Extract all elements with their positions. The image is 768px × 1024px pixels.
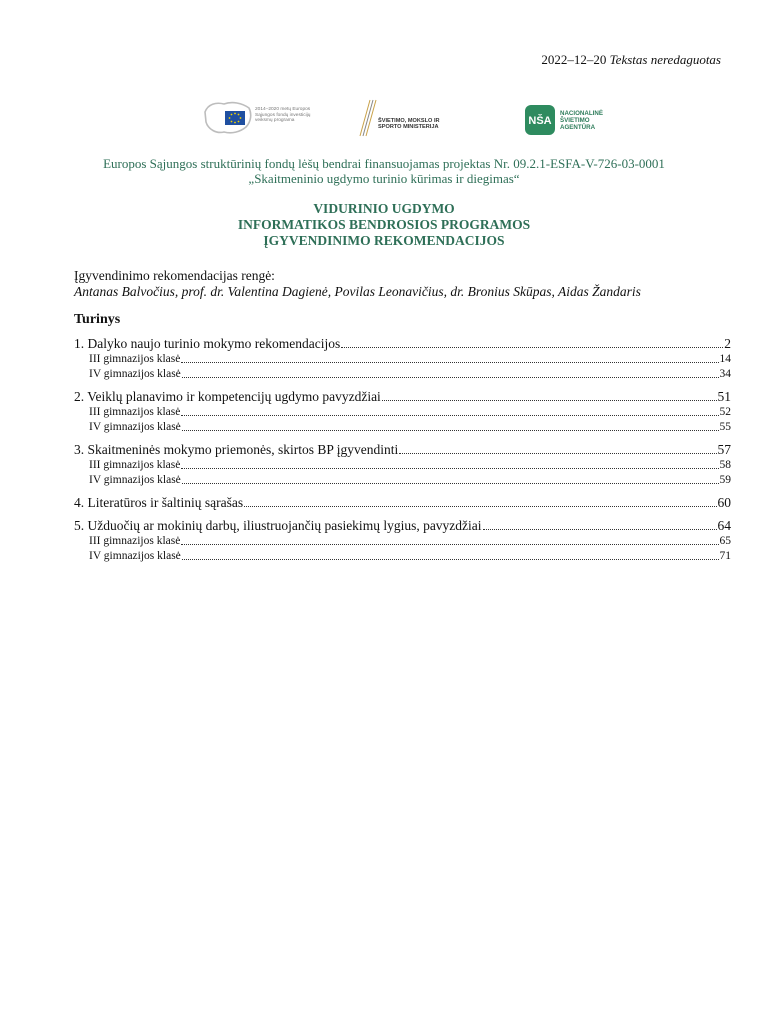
toc-section bbox=[74, 389, 731, 435]
ministry-logo bbox=[356, 98, 456, 138]
toc-heading: Turinys bbox=[74, 312, 121, 327]
toc-subentry-title: III gimnazijos klasė bbox=[89, 459, 181, 471]
toc-leader-dots bbox=[181, 415, 718, 416]
toc-leader-dots bbox=[182, 377, 719, 378]
nsa-logo bbox=[524, 98, 624, 138]
toc-entry-title: 4. Literatūros ir šaltinių sąrašas bbox=[74, 495, 244, 510]
title-line-2: INFORMATIKOS BENDROSIOS PROGRAMOS bbox=[237, 217, 531, 232]
toc-subentry-page: 34 bbox=[719, 368, 731, 380]
toc-subentry-page: 52 bbox=[719, 406, 731, 418]
toc-entry[interactable] bbox=[74, 518, 731, 534]
toc-subentry-page: 71 bbox=[719, 550, 731, 562]
nsa-badge-icon bbox=[524, 104, 556, 136]
ministry-stripes-icon bbox=[356, 98, 378, 138]
toc-section bbox=[74, 336, 731, 382]
toc-section bbox=[74, 518, 731, 564]
logo-strip bbox=[0, 98, 768, 138]
toc-entry-title: 5. Užduočių ar mokinių darbų, iliustruojančių pasiekimų lygius, pavyzdžiai bbox=[74, 518, 482, 533]
toc-subentry-page: 14 bbox=[719, 353, 731, 365]
toc-leader-dots bbox=[182, 430, 719, 431]
toc-leader-dots bbox=[181, 362, 718, 363]
authors-names: Antanas Balvočius, prof. dr. Valentina Dagienė, Povilas Leonavičius, dr. Bronius Skūpas, Aidas Žandaris bbox=[74, 284, 641, 299]
title-line-3: ĮGYVENDINIMO REKOMENDACIJOS bbox=[263, 233, 505, 248]
eu-funds-text: 2014–2020 metų Europos Sąjungos fondų investicijų veiksmų programa bbox=[255, 107, 311, 124]
toc-subentry-title: III gimnazijos klasė bbox=[89, 535, 181, 547]
toc-subentry-title: III gimnazijos klasė bbox=[89, 406, 181, 418]
toc-leader-dots bbox=[483, 529, 717, 530]
toc-entry-title: 2. Veiklų planavimo ir kompetencijų ugdymo pavyzdžiai bbox=[74, 389, 381, 404]
toc-leader-dots bbox=[382, 400, 717, 401]
toc-entry-page: 64 bbox=[717, 518, 731, 533]
toc-subentry-title: IV gimnazijos klasė bbox=[89, 550, 181, 562]
nsa-text: NACIONALINĖ ŠVIETIMO AGENTŪRA bbox=[560, 110, 603, 131]
authors-block bbox=[74, 268, 641, 300]
toc-entry-page: 60 bbox=[717, 495, 731, 510]
ministry-text: ŠVIETIMO, MOKSLO IR SPORTO MINISTERIJA bbox=[378, 118, 440, 131]
toc-subentry[interactable] bbox=[74, 367, 731, 382]
toc-subentry-page: 65 bbox=[719, 535, 731, 547]
header-date: 2022–12–20 bbox=[541, 52, 607, 67]
toc-leader-dots bbox=[181, 544, 718, 545]
nsa-mark: NŠA bbox=[528, 115, 552, 127]
toc-leader-dots bbox=[182, 483, 719, 484]
toc-entry[interactable] bbox=[74, 336, 731, 352]
toc-subentry[interactable] bbox=[74, 420, 731, 435]
toc-entry[interactable] bbox=[74, 442, 731, 458]
toc-subentry-title: IV gimnazijos klasė bbox=[89, 368, 181, 380]
toc-section bbox=[74, 442, 731, 488]
toc-leader-dots bbox=[181, 468, 718, 469]
toc-entry-page: 57 bbox=[717, 442, 731, 457]
toc-leader-dots bbox=[399, 453, 716, 454]
toc-entry-title: 1. Dalyko naujo turinio mokymo rekomendacijos bbox=[74, 336, 341, 351]
toc-subentry-title: IV gimnazijos klasė bbox=[89, 421, 181, 433]
toc-subentry[interactable] bbox=[74, 405, 731, 420]
toc-entry[interactable] bbox=[74, 389, 731, 405]
header-date-status bbox=[541, 52, 721, 68]
toc-entry[interactable] bbox=[74, 495, 731, 511]
toc-entry-title: 3. Skaitmeninės mokymo priemonės, skirtos BP įgyvendinti bbox=[74, 442, 399, 457]
toc-subentry-page: 59 bbox=[719, 474, 731, 486]
toc-subentry-title: IV gimnazijos klasė bbox=[89, 474, 181, 486]
toc-subentry[interactable] bbox=[74, 534, 731, 549]
lithuania-map-icon bbox=[202, 98, 254, 138]
project-info bbox=[0, 156, 768, 186]
header-status: Tekstas neredaguotas bbox=[609, 52, 721, 67]
document-title bbox=[0, 201, 768, 249]
toc-section bbox=[74, 495, 731, 511]
toc-entry-page: 2 bbox=[724, 336, 731, 351]
table-of-contents bbox=[74, 336, 731, 571]
toc-leader-dots bbox=[244, 506, 716, 507]
toc-subentry[interactable] bbox=[74, 549, 731, 564]
toc-subentry[interactable] bbox=[74, 473, 731, 488]
toc-subentry-page: 55 bbox=[719, 421, 731, 433]
project-line-1: Europos Sąjungos struktūrinių fondų lėšų bendrai finansuojamas projektas Nr. 09.2.1-ESFA-V-726-03-0001 bbox=[103, 156, 665, 171]
toc-leader-dots bbox=[341, 347, 723, 348]
toc-entry-page: 51 bbox=[717, 389, 731, 404]
project-line-2: „Skaitmeninio ugdymo turinio kūrimas ir diegimas“ bbox=[248, 171, 520, 186]
toc-subentry[interactable] bbox=[74, 352, 731, 367]
title-line-1: VIDURINIO UGDYMO bbox=[313, 201, 455, 216]
eu-funds-logo bbox=[202, 98, 314, 138]
toc-subentry-page: 58 bbox=[719, 459, 731, 471]
authors-label: Įgyvendinimo rekomendacijas rengė: bbox=[74, 268, 275, 283]
toc-leader-dots bbox=[182, 559, 719, 560]
toc-subentry-title: III gimnazijos klasė bbox=[89, 353, 181, 365]
toc-subentry[interactable] bbox=[74, 458, 731, 473]
